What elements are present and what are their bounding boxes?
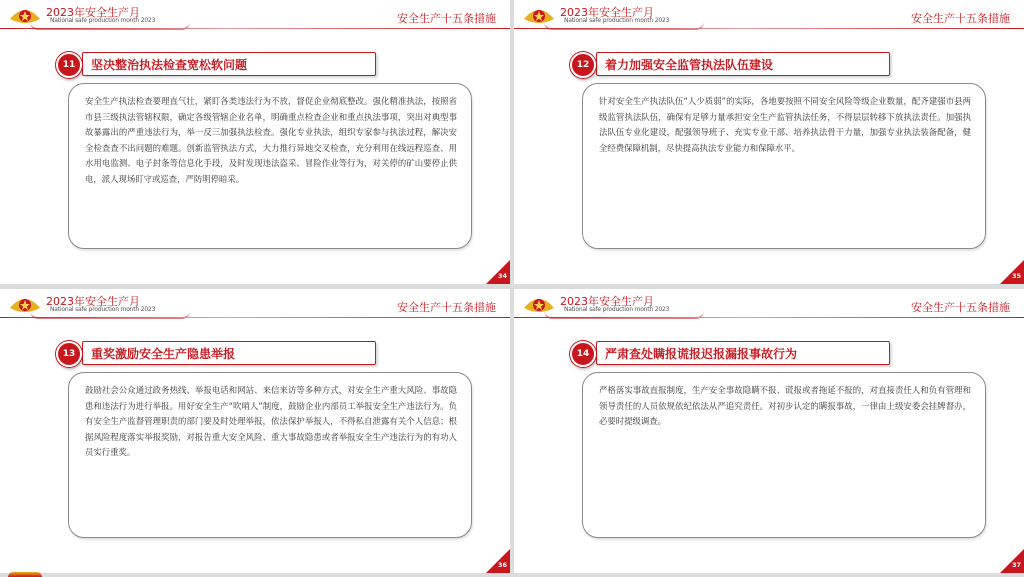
content-box xyxy=(68,83,472,249)
section-title: 严肃查处瞒报谎报迟报漏报事故行为 xyxy=(605,347,798,361)
header-title: 2023年安全生产月 xyxy=(560,295,654,308)
section-number-badge: 14 xyxy=(570,341,596,367)
header-title: 2023年安全生产月 xyxy=(46,295,140,308)
header-divider xyxy=(0,317,510,318)
header-divider xyxy=(514,28,1024,29)
header-divider xyxy=(0,28,510,29)
section-number-badge: 12 xyxy=(570,52,596,78)
section-number-badge: 11 xyxy=(56,52,82,78)
content-text: 严格落实事故直报制度，生产安全事故隐瞒不报、谎报或者拖延不报的，对直接责任人和负有管理和领导责任的人员依规依纪依法从严追究责任。对初步认定的瞒报事故，一律由上级安委会挂牌督办，必要时提级调查。 xyxy=(599,385,971,427)
slide-37[interactable] xyxy=(514,289,1024,573)
header-right-label: 安全生产十五条措施 xyxy=(397,301,496,314)
section-title: 坚决整治执法检查宽松软问题 xyxy=(91,58,248,72)
page-number: 37 xyxy=(1011,561,1021,569)
section-title-box xyxy=(596,341,890,365)
content-box xyxy=(582,372,986,538)
header-right-label: 安全生产十五条措施 xyxy=(911,301,1010,314)
header-title: 2023年安全生产月 xyxy=(46,6,140,19)
content-text: 针对安全生产执法队伍“人少质弱”的实际，各地要按照不同安全风险等级企业数量，配齐建强市县两级监管执法队伍，确保有足够力量承担安全生产监管执法任务，不得层层转移下放执法责任。加强执法队伍专业化建设，配强领导班子、充实专业干部、培养执法骨干力量，加强专业执法装备配备，健全经费保障机制，尽快提高执法专业能力和保障水平。 xyxy=(599,96,971,153)
content-text: 鼓励社会公众通过政务热线、举报电话和网站、来信来访等多种方式，对安全生产重大风险、事故隐患和违法行为进行举报。用好安全生产“吹哨人”制度，鼓励企业内部员工举报安全生产违法行为。负有安全生产监督管理职责的部门要及时处理举报，依法保护举报人，不得私自泄露有关个人信息；根据风险程度落实举报奖励，对报告重大安全风险、重大事故隐患或者举报安全生产违法行为的有功人员实行重奖。 xyxy=(85,385,457,458)
header-divider xyxy=(514,317,1024,318)
next-slide-emblem-peek xyxy=(8,572,42,577)
header-right-label: 安全生产十五条措施 xyxy=(911,12,1010,25)
section-title-box xyxy=(596,52,890,76)
content-text: 安全生产执法检查要理直气壮，紧盯各类违法行为不放，督促企业彻底整改。强化精准执法，按照省市县三级执法管辖权限，确定各级管辖企业名单，明确重点检查企业和重点执法事项，突出对典型事故暴露出的严重违法行为，举一反三加强执法检查。强化专业执法，组织专家参与执法过程，解决安全检查查不出问题的难题。创新监管执法方式，大力推行异地交叉检查，充分利用在线远程巡查、用水用电监测、电子封条等信息化手段，及时发现违法盗采、冒险作业等行为，对关停的矿山要停止供电，派人现场盯守或巡查，严防明停暗采。 xyxy=(85,96,457,184)
content-box xyxy=(68,372,472,538)
section-number-badge: 13 xyxy=(56,341,82,367)
section-title: 重奖激励安全生产隐患举报 xyxy=(91,347,236,361)
slide-36[interactable] xyxy=(0,289,510,573)
header-title: 2023年安全生产月 xyxy=(560,6,654,19)
page-number: 36 xyxy=(497,561,507,569)
content-box xyxy=(582,83,986,249)
header-right-label: 安全生产十五条措施 xyxy=(397,12,496,25)
header-subtitle: National safe production month 2023 xyxy=(50,306,156,313)
page-number: 34 xyxy=(497,272,507,280)
slide-35[interactable] xyxy=(514,0,1024,284)
header-subtitle: National safe production month 2023 xyxy=(564,17,670,24)
section-title-box xyxy=(82,341,376,365)
header-subtitle: National safe production month 2023 xyxy=(50,17,156,24)
slide-34[interactable] xyxy=(0,0,510,284)
page-number: 35 xyxy=(1011,272,1021,280)
header-subtitle: National safe production month 2023 xyxy=(564,306,670,313)
section-title: 着力加强安全监管执法队伍建设 xyxy=(605,58,774,72)
section-title-box xyxy=(82,52,376,76)
